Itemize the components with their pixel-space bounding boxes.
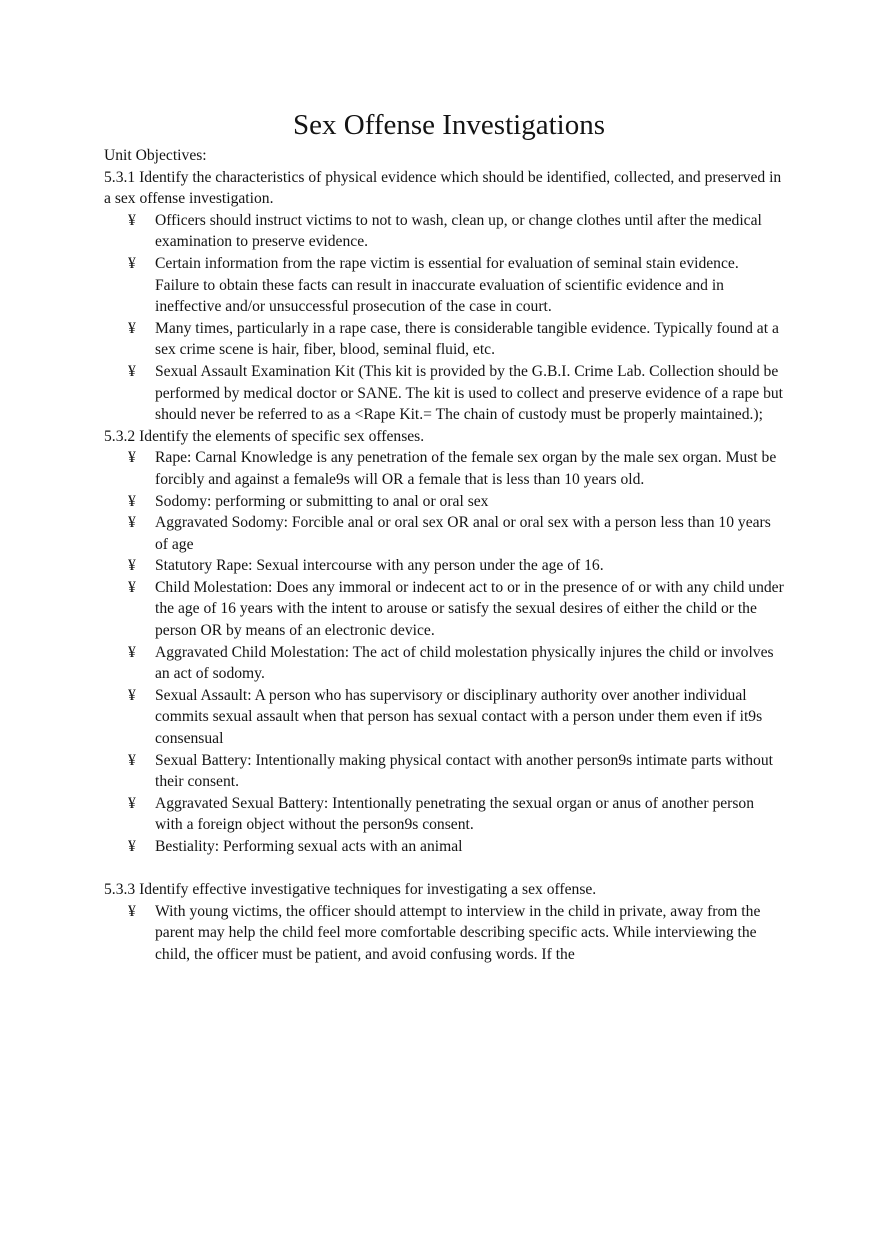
list-item-text: Aggravated Sodomy: Forcible anal or oral sex OR anal or oral sex with a person less than 10 years of age bbox=[155, 514, 771, 553]
list-item bbox=[128, 577, 784, 642]
list-item bbox=[128, 685, 784, 750]
bullet-glyph: ¥ bbox=[128, 902, 136, 920]
bullet-glyph: ¥ bbox=[128, 449, 136, 467]
section-list-5-3-1 bbox=[104, 210, 784, 426]
list-item-text: With young victims, the officer should attempt to interview in the child in private, away from the parent may help the child feel more comfortable describing specific acts. While interviewing the child, the officer must be patient, and avoid confusing words. If the bbox=[155, 902, 761, 963]
bullet-glyph: ¥ bbox=[128, 751, 136, 769]
list-item bbox=[128, 491, 784, 513]
bullet-glyph: ¥ bbox=[128, 254, 136, 272]
list-item bbox=[128, 253, 784, 318]
list-item bbox=[128, 361, 784, 426]
list-item bbox=[128, 836, 784, 858]
list-item bbox=[128, 512, 784, 555]
list-item-text: Many times, particularly in a rape case, there is considerable tangible evidence. Typically found at a sex crime scene is hair, fiber, blood, seminal fluid, etc. bbox=[155, 319, 779, 359]
bullet-glyph: ¥ bbox=[128, 643, 136, 661]
document-body bbox=[104, 105, 784, 966]
list-item-text: Statutory Rape: Sexual intercourse with any person under the age of 16. bbox=[155, 557, 604, 575]
list-item bbox=[128, 750, 784, 793]
list-item-text: Aggravated Child Molestation: The act of child molestation physically injures the child or involves an act of sodomy. bbox=[155, 643, 774, 683]
list-item-text: Officers should instruct victims to not to wash, clean up, or change clothes until after the medical examination to preserve evidence. bbox=[155, 211, 762, 251]
list-item-text: Sexual Assault Examination Kit (This kit is provided by the G.B.I. Crime Lab. Collection should be performed by medical doctor or SANE. The kit is used to collect and preserve evidence of a rape but should never be referred to as a <Rape Kit.= The chain of custody must be properly maintained.); bbox=[155, 362, 784, 424]
bullet-glyph: ¥ bbox=[128, 557, 136, 575]
list-item bbox=[128, 901, 784, 966]
section-heading-5-3-1: 5.3.1 Identify the characteristics of physical evidence which should be identified, collected, and preserved in a sex offense investigation. bbox=[104, 168, 782, 208]
list-item-text: Sodomy: performing or submitting to anal or oral sex bbox=[155, 492, 489, 510]
section-list-5-3-2 bbox=[104, 447, 784, 857]
list-item bbox=[128, 210, 784, 253]
list-item-text: Sexual Battery: Intentionally making physical contact with another person9s intimate parts without their consent. bbox=[155, 751, 773, 791]
section-heading-5-3-3: 5.3.3 Identify effective investigative techniques for investigating a sex offense. bbox=[104, 881, 597, 899]
list-item-text: Rape: Carnal Knowledge is any penetration of the female sex organ by the male sex organ. Must be forcibly and against a female9s will OR a female that is less than 10 years old. bbox=[155, 449, 777, 488]
section-heading-5-3-2: 5.3.2 Identify the elements of specific sex offenses. bbox=[104, 427, 425, 445]
bullet-glyph: ¥ bbox=[128, 794, 136, 812]
list-item bbox=[128, 318, 784, 361]
list-item bbox=[128, 793, 784, 836]
document-title: Sex Offense Investigations bbox=[293, 109, 605, 141]
list-item-text: Certain information from the rape victim is essential for evaluation of seminal stain evidence. Failure to obtain these facts can result in inaccurate evaluation of scientific evidence and in ineffective and/or unsuccessful prosecution of the case in court. bbox=[155, 254, 739, 316]
unit-objectives-label: Unit Objectives: bbox=[104, 147, 207, 164]
list-item bbox=[128, 642, 784, 685]
list-item-text: Child Molestation: Does any immoral or indecent act to or in the presence of or with any child under the age of 16 years with the intent to arouse or satisfy the sexual desires of either the child or the person OR by means of an electronic device. bbox=[155, 578, 784, 640]
list-item-text: Aggravated Sexual Battery: Intentionally penetrating the sexual organ or anus of another person with a foreign object without the person9s consent. bbox=[155, 794, 755, 834]
list-item bbox=[128, 447, 784, 490]
bullet-glyph: ¥ bbox=[128, 838, 136, 855]
bullet-glyph: ¥ bbox=[128, 686, 136, 704]
section-list-5-3-3 bbox=[104, 901, 784, 966]
list-item bbox=[128, 555, 784, 577]
list-item-text: Bestiality: Performing sexual acts with an animal bbox=[155, 838, 463, 855]
section-spacer bbox=[104, 858, 784, 880]
bullet-glyph: ¥ bbox=[128, 211, 136, 229]
bullet-glyph: ¥ bbox=[128, 319, 136, 337]
bullet-glyph: ¥ bbox=[128, 578, 136, 596]
bullet-glyph: ¥ bbox=[128, 514, 136, 532]
bullet-glyph: ¥ bbox=[128, 492, 136, 510]
bullet-glyph: ¥ bbox=[128, 362, 136, 380]
list-item-text: Sexual Assault: A person who has supervisory or disciplinary authority over another individual commits sexual assault when that person has sexual contact with a person under them even if it9s consensual bbox=[155, 686, 763, 748]
